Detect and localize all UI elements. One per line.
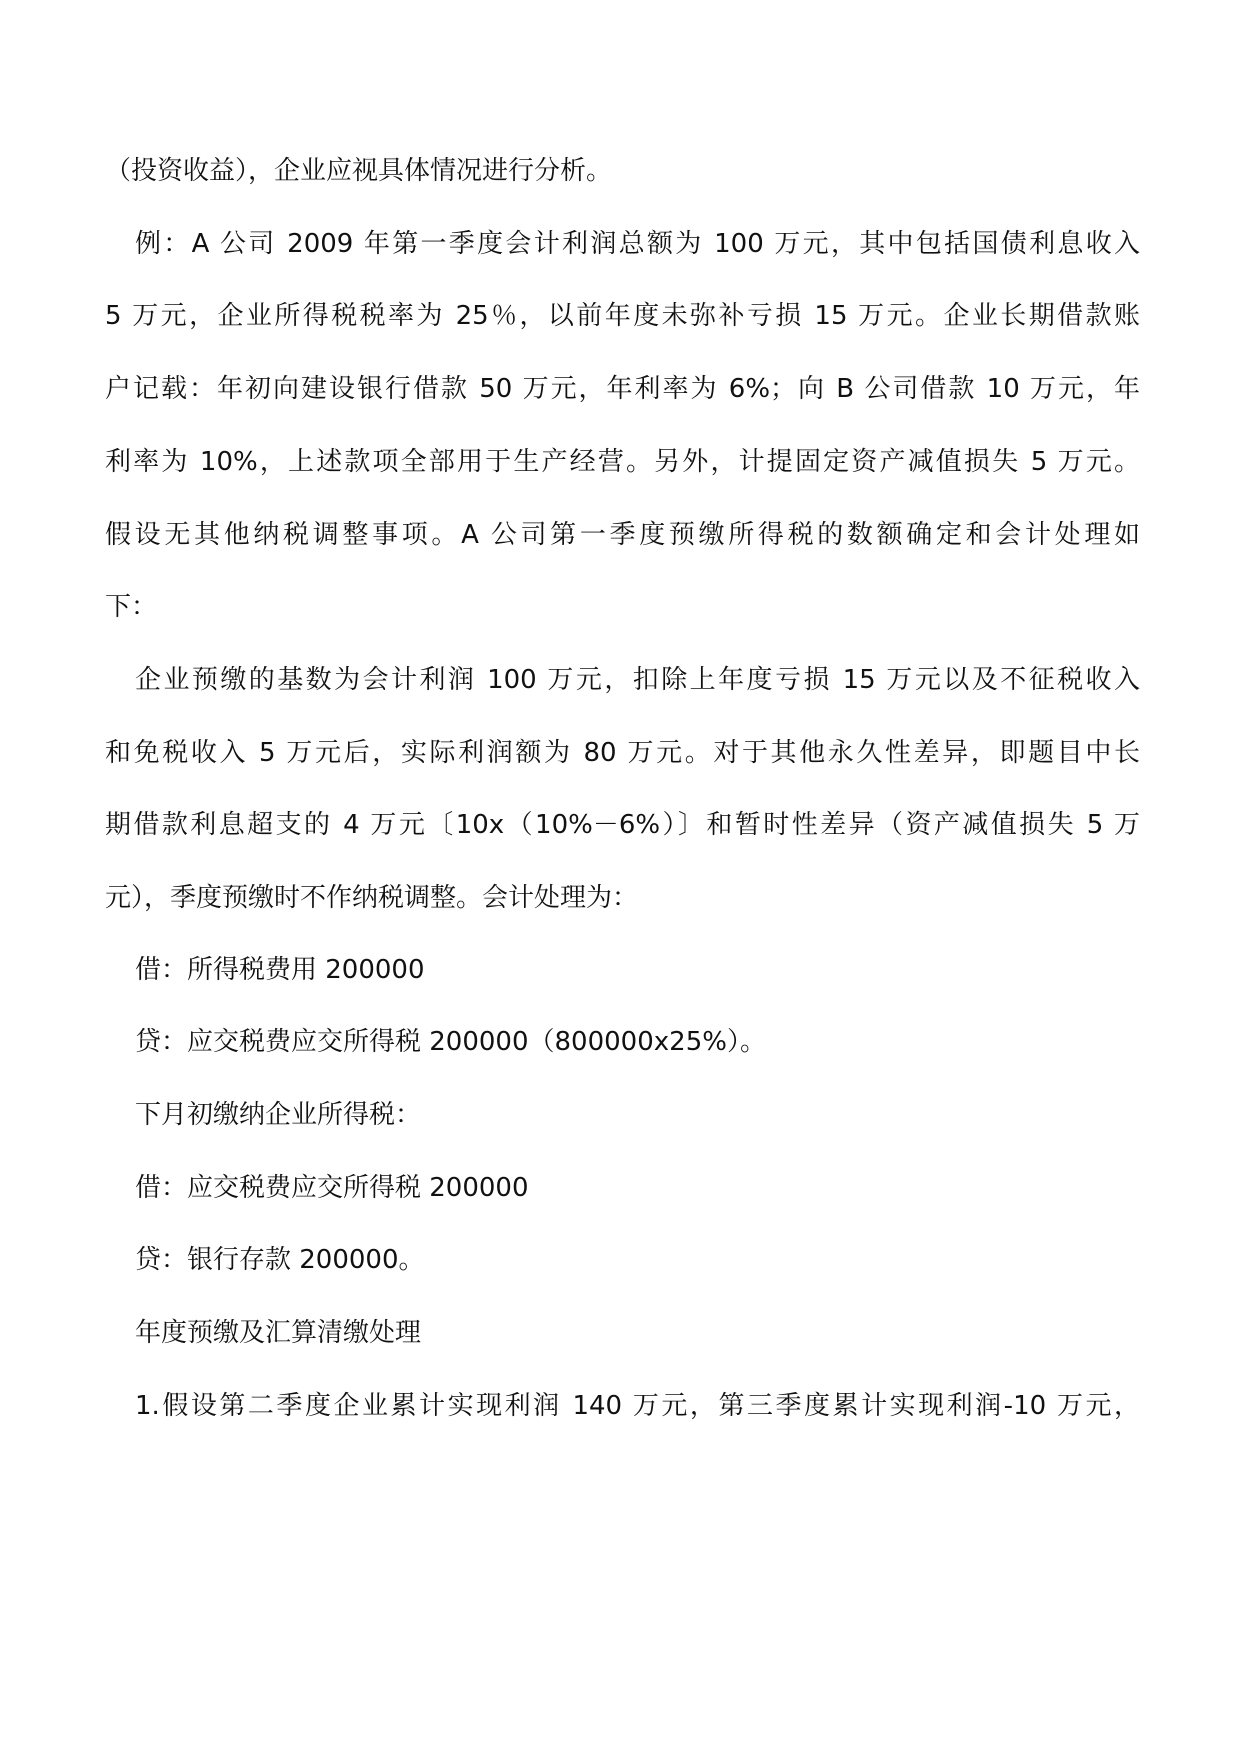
paragraph-line: 1.假设第二季度企业累计实现利润 140 万元，第三季度累计实现利润-10 万元， bbox=[135, 1391, 1140, 1421]
paragraph-line: 企业预缴的基数为会计利润 100 万元，扣除上年度亏损 15 万元以及不征税收入 bbox=[135, 665, 1140, 695]
paragraph-line: 元），季度预缴时不作纳税调整。会计处理为： bbox=[105, 883, 639, 913]
section-heading: 年度预缴及汇算清缴处理 bbox=[135, 1318, 422, 1348]
paragraph-line: （投资收益），企业应视具体情况进行分析。 bbox=[105, 156, 613, 186]
paragraph-line: 利率为 10%，上述款项全部用于生产经营。另外，计提固定资产减值损失 5 万元。 bbox=[105, 447, 1140, 477]
journal-entry-line: 借：应交税费应交所得税 200000 bbox=[135, 1173, 529, 1203]
paragraph-line: 假设无其他纳税调整事项。A 公司第一季度预缴所得税的数额确定和会计处理如 bbox=[105, 520, 1140, 550]
journal-entry-line: 贷：应交税费应交所得税 200000（800000x25%）。 bbox=[135, 1027, 766, 1057]
journal-entry-line: 贷：银行存款 200000。 bbox=[135, 1245, 425, 1275]
paragraph-line: 下月初缴纳企业所得税： bbox=[135, 1100, 422, 1130]
paragraph-line: 下： bbox=[105, 592, 158, 622]
paragraph-line: 例：A 公司 2009 年第一季度会计利润总额为 100 万元，其中包括国债利息收入 bbox=[135, 229, 1140, 259]
paragraph-line: 和免税收入 5 万元后，实际利润额为 80 万元。对于其他永久性差异，即题目中长 bbox=[105, 738, 1140, 768]
paragraph-line: 户记载：年初向建设银行借款 50 万元，年利率为 6%；向 B 公司借款 10 万元，年 bbox=[105, 374, 1140, 404]
journal-entry-line: 借：所得税费用 200000 bbox=[135, 955, 425, 985]
paragraph-line: 5 万元，企业所得税税率为 25％，以前年度未弥补亏损 15 万元。企业长期借款账 bbox=[105, 301, 1140, 331]
paragraph-line: 期借款利息超支的 4 万元〔10x（10%－6%）〕和暂时性差异（资产减值损失 5 万 bbox=[105, 810, 1140, 840]
